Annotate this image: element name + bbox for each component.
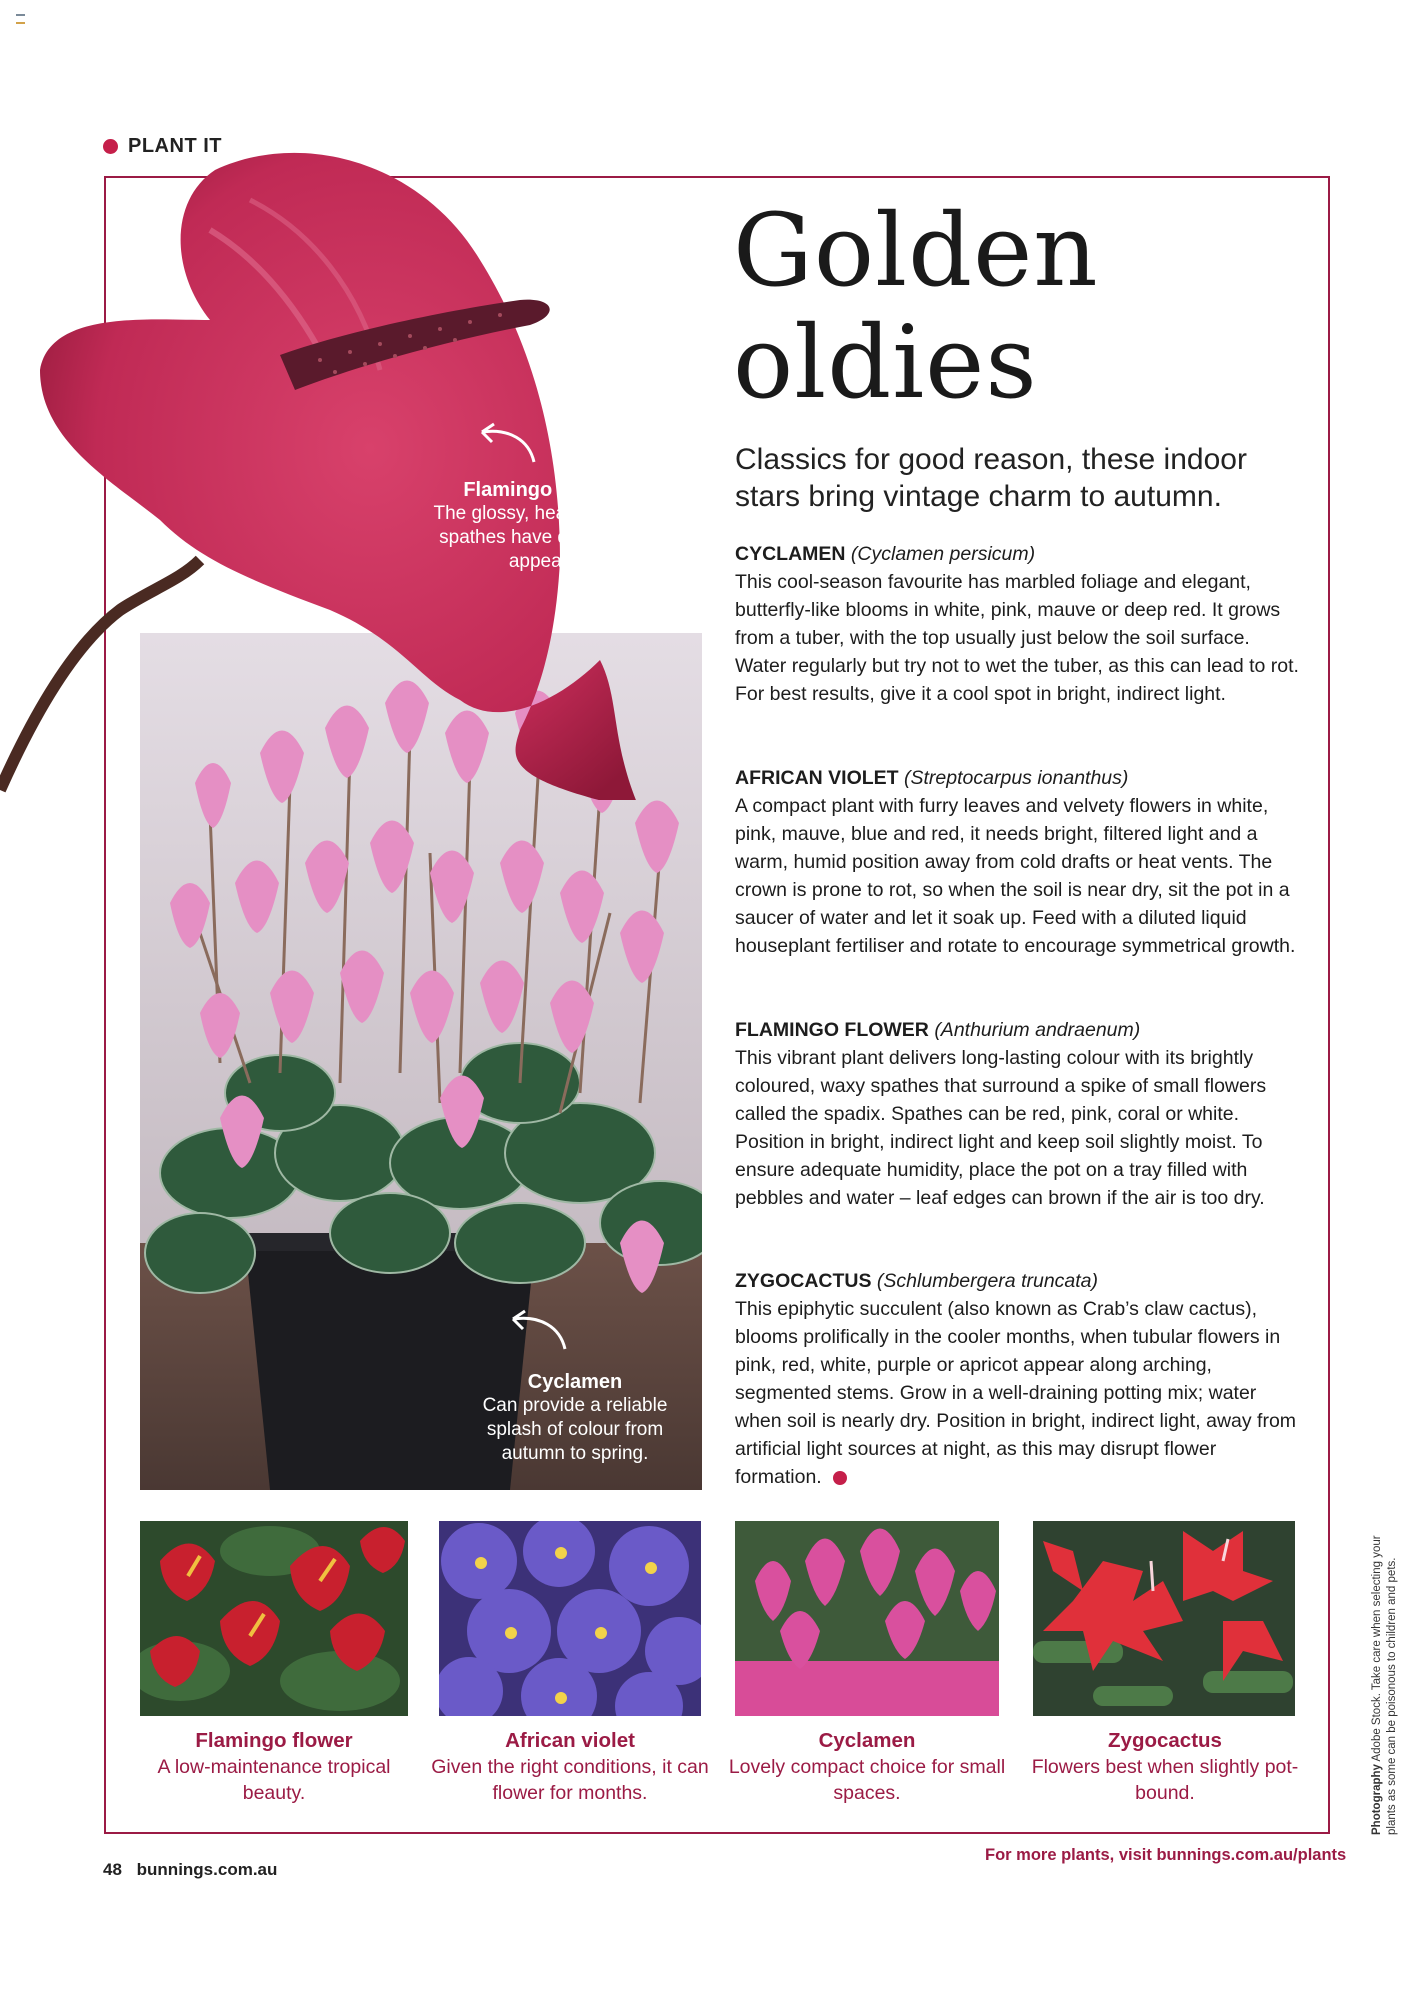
flamingo-callout-title: Flamingo flower	[463, 479, 617, 501]
page-number: 48	[103, 1860, 122, 1879]
entry-latin: (Schlumbergera truncata)	[876, 1270, 1099, 1292]
thumbnail-caption-cyclamen	[722, 1728, 1012, 1806]
entry-african-violet	[735, 764, 1305, 960]
entry-name: FLAMINGO FLOWER	[735, 1019, 929, 1041]
caption-text: Flowers best when slightly pot-bound.	[1031, 1756, 1299, 1804]
end-mark-icon	[833, 1471, 847, 1485]
photo-credit	[1370, 1505, 1410, 1835]
thumbnail-cyclamen	[735, 1521, 999, 1716]
entry-body: This epiphytic succulent (also known as Crab’s claw cactus), blooms prolifically in the cooler months, when tubular flowers in pink, red, white, purple or apricot appear along arching, segmented stems. Grow in a well-draining potting mix; water when soil is nearly dry. Position in bright, indirect light, away from artificial light sources at night, as this may disrupt flower formation.	[735, 1298, 1297, 1488]
entry-latin: (Cyclamen persicum)	[850, 543, 1036, 565]
entry-body: This vibrant plant delivers long-lasting colour with its brightly coloured, waxy spathes that surround a spike of small flowers called the spadix. Spathes can be red, pink, coral or white. Position in bright, indirect light and keep soil slightly moist. To ensure adequate humidity, place the pot on a tray filled with pebbles and water – leaf edges can brown if the air is too dry.	[735, 1047, 1267, 1209]
entry-name: AFRICAN VIOLET	[735, 767, 899, 789]
cyclamen-callout-text: Can provide a reliable splash of colour from autumn to spring.	[482, 1395, 668, 1464]
page-title-line-2: oldies	[733, 304, 1038, 421]
thumbnail-african-violet	[439, 1521, 701, 1716]
thumbnail-flamingo-flower	[140, 1521, 408, 1716]
footer-site-link[interactable]: bunnings.com.au	[136, 1860, 278, 1879]
cyclamen-callout-arrow-icon	[505, 1307, 575, 1357]
caption-text: A low-maintenance tropical beauty.	[157, 1756, 391, 1804]
cyclamen-callout-title: Cyclamen	[527, 1371, 623, 1393]
credit-label: Photography	[1371, 1764, 1383, 1835]
entry-name: ZYGOCACTUS	[735, 1270, 872, 1292]
menu-icon[interactable]	[16, 14, 25, 24]
page-title	[733, 192, 1293, 421]
flamingo-callout	[430, 478, 650, 574]
section-label-text: PLANT IT	[128, 135, 222, 157]
entry-latin: (Anthurium andraenum)	[934, 1019, 1141, 1041]
entry-zygocactus	[735, 1267, 1305, 1491]
entry-body: This cool-season favourite has marbled foliage and elegant, butterfly-like blooms in white, pink, mauve or deep red. It grows from a tuber, with the top usually just below the soil surface. Water regularly but try not to wet the tuber, as this can lead to rot. For best results, give it a cool spot in bright, indirect light.	[735, 571, 1299, 705]
thumbnail-caption-african-violet	[425, 1728, 715, 1806]
caption-title: Zygocactus	[1108, 1729, 1222, 1752]
caption-text: Lovely compact choice for small spaces.	[728, 1756, 1006, 1804]
entry-cyclamen	[735, 540, 1305, 708]
caption-title: Flamingo flower	[195, 1729, 353, 1752]
thumbnail-caption-zygocactus	[1020, 1728, 1310, 1806]
caption-title: Cyclamen	[818, 1729, 916, 1752]
cyclamen-callout	[460, 1370, 690, 1466]
entry-latin: (Streptocarpus ionanthus)	[904, 767, 1129, 789]
thumbnail-zygocactus	[1033, 1521, 1295, 1716]
credit-text: Adobe Stock. Take care when selecting your plants as some can be poisonous to children and pets.	[1371, 1535, 1398, 1835]
flamingo-callout-arrow-icon	[474, 420, 544, 470]
thumbnail-caption-flamingo-flower	[129, 1728, 419, 1806]
intro-subhead: Classics for good reason, these indoor stars bring vintage charm to autumn.	[735, 443, 1247, 513]
caption-text: Given the right conditions, it can flower for months.	[431, 1756, 709, 1804]
entry-body: A compact plant with furry leaves and velvety flowers in white, pink, mauve, blue and red, it needs bright, filtered light and a warm, humid position away from cold drafts or heat vents. The crown is prone to rot, so when the soil is near dry, sit the pot in a saucer of water and let it soak up. Feed with a diluted liquid houseplant fertiliser and rotate to encourage symmetrical growth.	[735, 795, 1296, 957]
entry-flamingo-flower	[735, 1016, 1305, 1212]
entry-name: CYCLAMEN	[735, 543, 846, 565]
caption-title: African violet	[505, 1729, 635, 1752]
page-footer	[103, 1860, 277, 1880]
flamingo-flower-hero-image	[0, 140, 720, 800]
page-title-line-1: Golden	[733, 192, 1099, 309]
flamingo-callout-text: The glossy, heart-shaped spathes have distinctive appeal.	[433, 503, 647, 572]
more-plants-link[interactable]: For more plants, visit bunnings.com.au/plants	[985, 1846, 1347, 1864]
